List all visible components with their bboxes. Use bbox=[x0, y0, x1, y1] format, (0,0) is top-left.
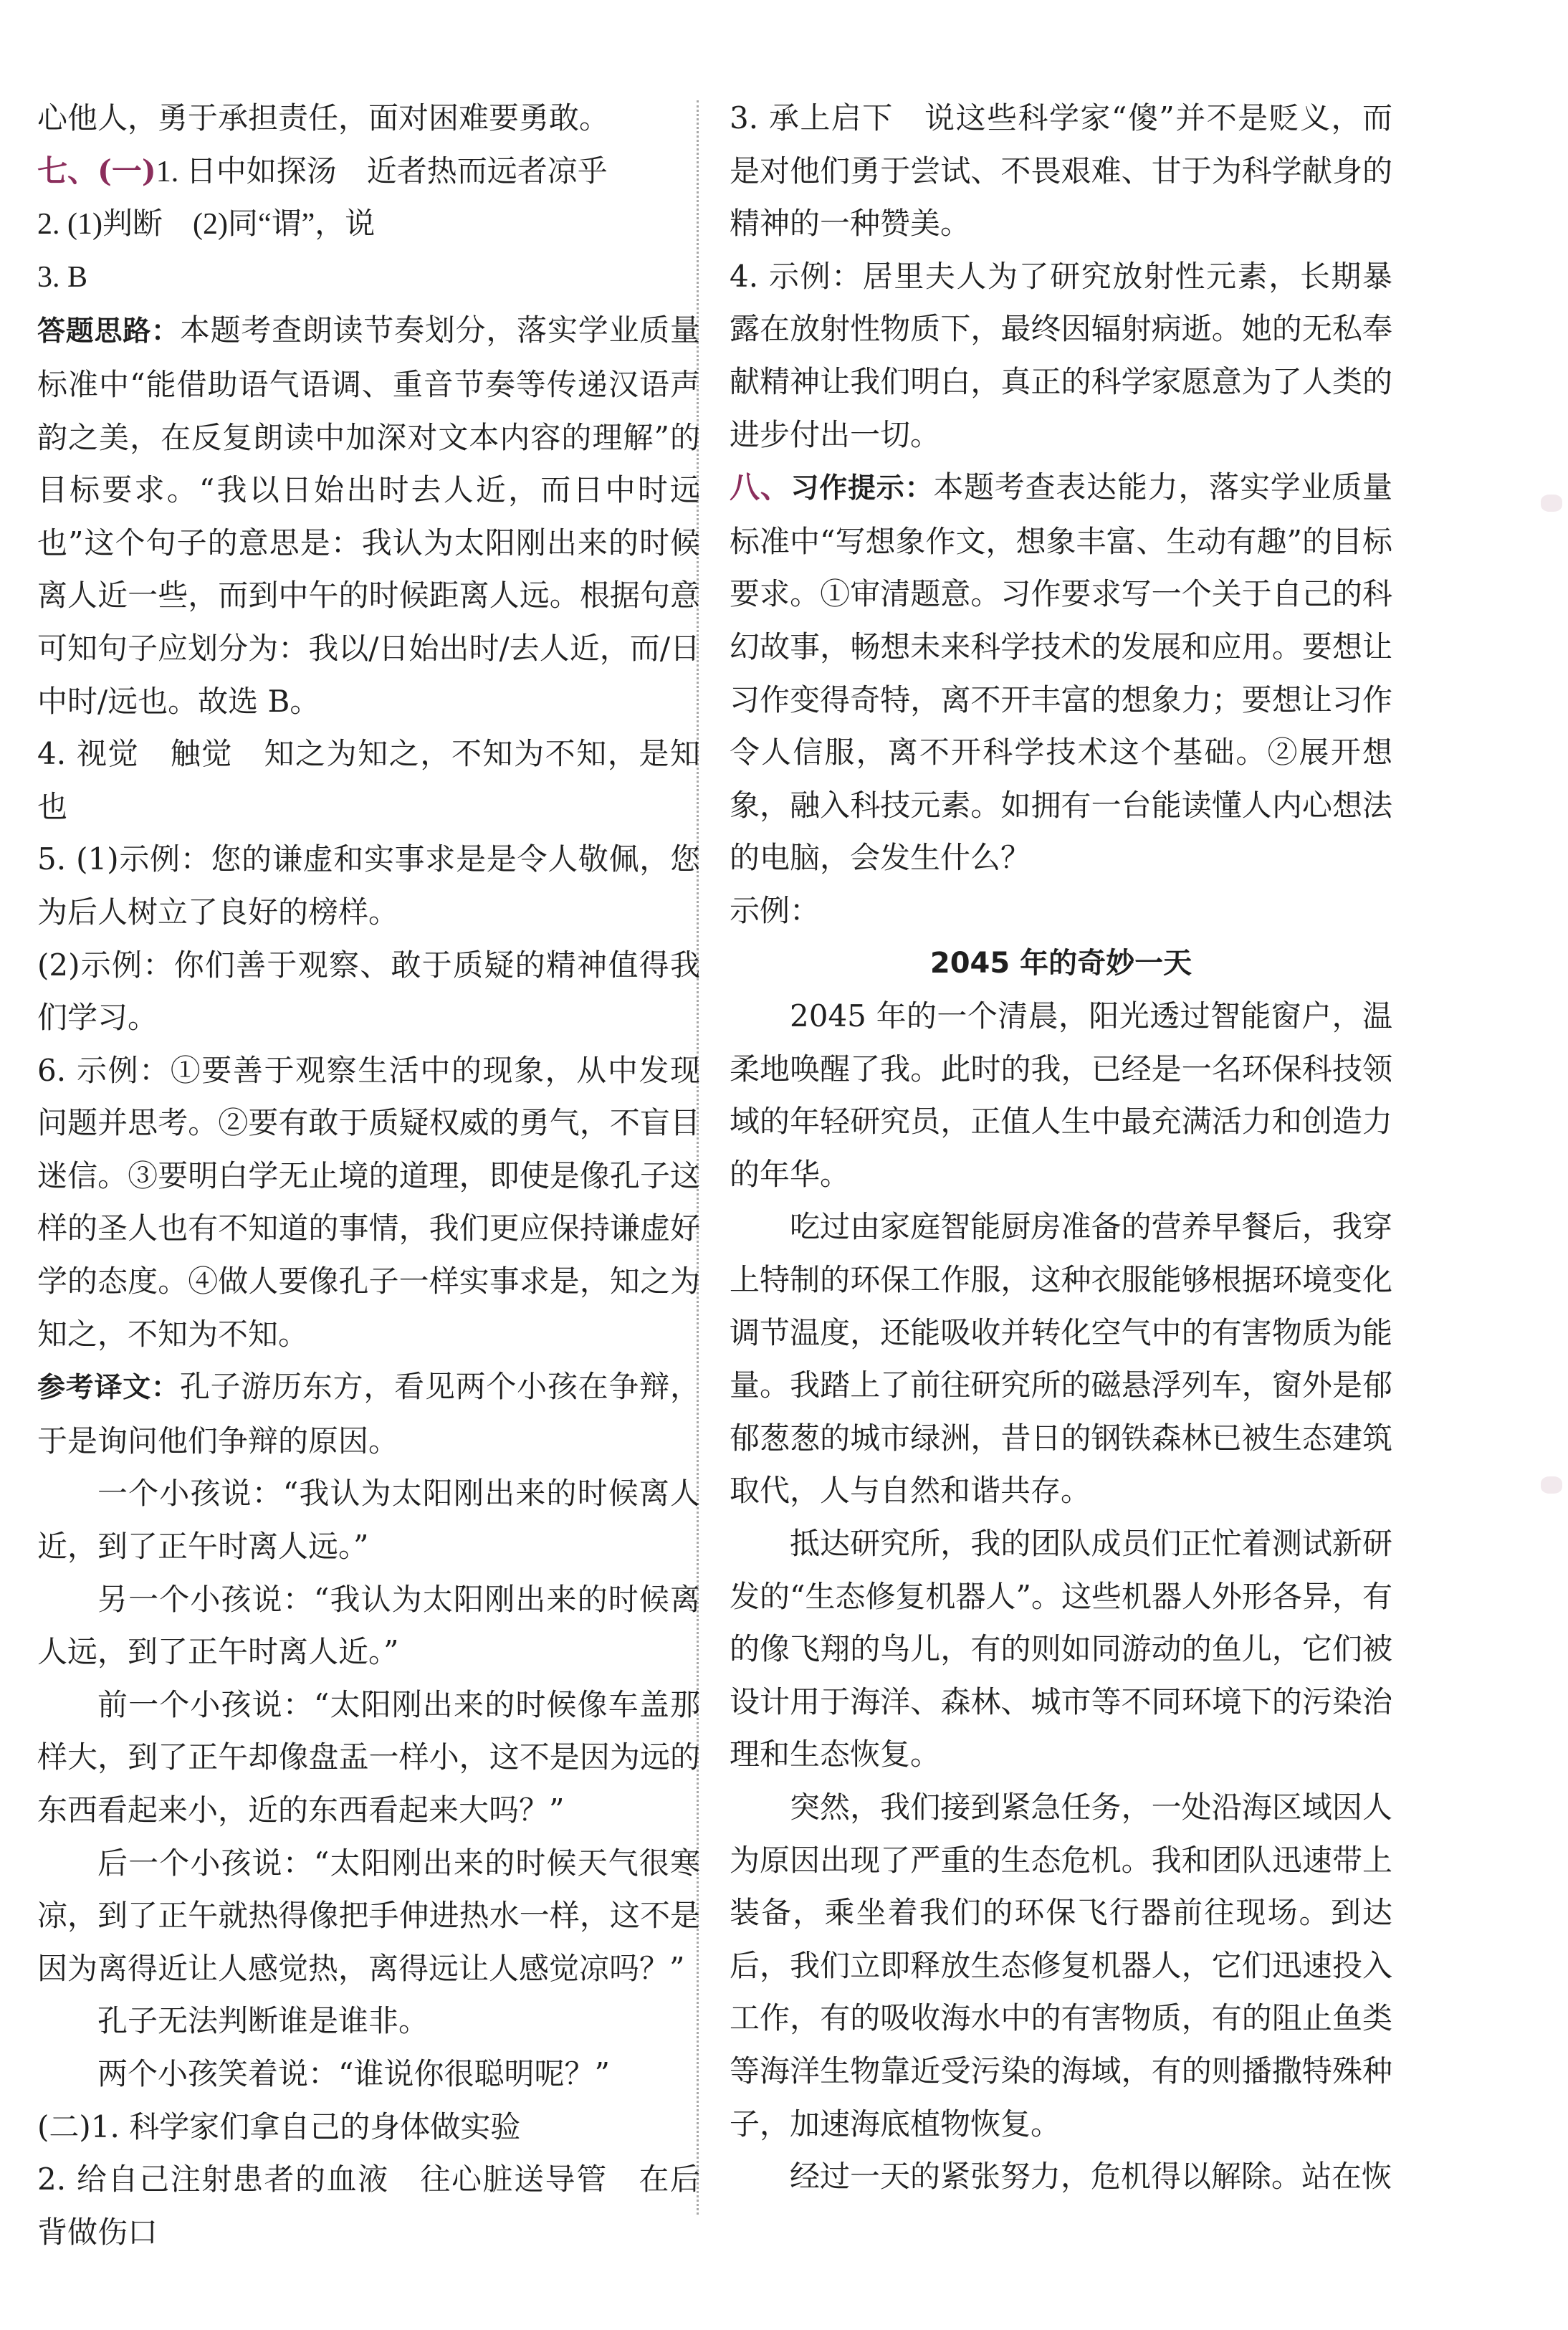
section-heading: 八、 bbox=[730, 469, 791, 505]
essay-paragraph: 2045 年的一个清晨，阳光透过智能窗户，温柔地唤醒了我。此时的我，已经是一名环保科技领域的年轻研究员，正值人生中最充满活力和创造力的年华。 bbox=[730, 998, 1392, 1192]
text-line: 心他人，勇于承担责任，面对困难要勇敢。 bbox=[37, 100, 610, 135]
translation-paragraph: 两个小孩笑着说：“谁说你很聪明呢？” bbox=[97, 2056, 610, 2091]
translation-paragraph: 后一个小孩说：“太阳刚出来的时候天气很寒凉，到了正午就热得像把手伸进热水一样，这不是因为离得近让人感觉热，离得远让人感觉凉吗？” bbox=[37, 1845, 700, 1986]
essay-paragraph: 突然，我们接到紧急任务，一处沿海区域因人为原因出现了严重的生态危机。我和团队迅速带上装备，乘坐着我们的环保飞行器前往现场。到达后，我们立即释放生态修复机器人，它们迅速投入工作，有的吸收海水中的有害物质，有的阻止鱼类等海洋生物靠近受污染的海域，有的则播撒特殊种子，加速海底植物恢复。 bbox=[730, 1790, 1392, 2142]
translation-paragraph: 孔子无法判断谁是谁非。 bbox=[97, 2003, 429, 2039]
answer-3: 3. 承上启下 说这些科学家“傻”并不是贬义，而是对他们勇于尝试、不畏艰难、甘于为科学献身的精神的一种赞美。 bbox=[730, 100, 1392, 242]
translation-paragraph: 另一个小孩说：“我认为太阳刚出来的时候离人远，到了正午时离人近。” bbox=[37, 1581, 700, 1670]
answer-2: 2. (1)判断 (2)同“谓”，说 bbox=[37, 208, 376, 242]
section-heading: 七、(一) bbox=[37, 153, 156, 188]
answer-3: 3. B bbox=[37, 260, 88, 294]
answer-4: 4. 视觉 触觉 知之为知之，不知为不知，是知也 bbox=[37, 736, 700, 824]
section-heading: (二) bbox=[37, 2109, 91, 2144]
writing-tips: 八、习作提示：本题考查表达能力，落实学业质量标准中“写想象作文，想象丰富、生动有趣”的目标要求。①审清题意。习作要求写一个关于自己的科幻故事，畅想未来科学技术的发展和应用。要想让习作变得奇特，离不开丰富的想象力；要想让习作令人信服，离不开科学技术这个基础。②展开想象，融入科技元素。如拥有一台能读懂人内心想法的电脑，会发生什么？ bbox=[730, 469, 1392, 876]
answer-3-explanation: 答题思路：本题考查朗读节奏划分，落实学业质量标准中“能借助语气语调、重音节奏等传递汉语声韵之美，在反复朗读中加深对文本内容的理解”的目标要求。“我以日始出时去人近，而日中时远也”这个句子的意思是：我认为太阳刚出来的时候离人近一些，而到中午的时候距离人远。根据句意可知句子应划分为：我以/日始出时/去人近，而/日中时/远也。故选 B。 bbox=[37, 312, 700, 719]
example-label: 示例： bbox=[730, 892, 821, 928]
translation-intro: 参考译文：孔子游历东方，看见两个小孩在争辩，于是询问他们争辩的原因。 bbox=[37, 1369, 700, 1458]
section-2-q2: 2. 给自己注射患者的血液 往心脏送导管 在后背做伤口 bbox=[37, 2162, 700, 2250]
section-2-q1: (二)1. 科学家们拿自己的身体做实验 bbox=[37, 2109, 521, 2144]
essay-paragraph: 经过一天的紧张努力，危机得以解除。站在恢 bbox=[790, 2159, 1392, 2195]
translation-paragraph: 前一个小孩说：“太阳刚出来的时候像车盖那样大，到了正午却像盘盂一样小，这不是因为远的东西看起来小，近的东西看起来大吗？” bbox=[37, 1686, 700, 1828]
right-column bbox=[730, 92, 1392, 2203]
answer-4: 4. 示例：居里夫人为了研究放射性元素，长期暴露在放射性物质下，最终因辐射病逝。她的无私奉献精神让我们明白，真正的科学家愿意为了人类的进步付出一切。 bbox=[730, 258, 1392, 452]
answer-5-2: (2)示例：你们善于观察、敢于质疑的精神值得我们学习。 bbox=[37, 947, 700, 1036]
essay-paragraph: 抵达研究所，我的团队成员们正忙着测试新研发的“生态修复机器人”。这些机器人外形各异，有的像飞翔的鸟儿，有的则如同游动的鱼儿，它们被设计用于海洋、森林、城市等不同环境下的污染治理和生态恢复。 bbox=[730, 1526, 1392, 1772]
left-column bbox=[37, 92, 700, 2258]
section-7-q1: 七、(一)1. 日中如探汤 近者热而远者凉乎 bbox=[37, 153, 608, 188]
essay-paragraph: 吃过由家庭智能厨房准备的营养早餐后，我穿上特制的环保工作服，这种衣服能够根据环境变化调节温度，还能吸收并转化空气中的有害物质为能量。我踏上了前往研究所的磁悬浮列车，窗外是郁郁葱葱的城市绿洲，昔日的钢铁森林已被生态建筑取代，人与自然和谐共存。 bbox=[730, 1209, 1392, 1509]
label: 习作提示： bbox=[790, 472, 934, 505]
edge-mark bbox=[1541, 1476, 1562, 1494]
answer-5-1: 5. (1)示例：您的谦虚和实事求是是令人敬佩，您为后人树立了良好的榜样。 bbox=[37, 841, 700, 930]
edge-mark bbox=[1541, 495, 1562, 512]
label: 答题思路： bbox=[37, 315, 180, 348]
answer-6: 6. 示例：①要善于观察生活中的现象，从中发现问题并思考。②要有敢于质疑权威的勇气，不盲目迷信。③要明白学无止境的道理，即使是像孔子这样的圣人也有不知道的事情，我们更应保持谦虚好学的态度。④做人要像孔子一样实事求是，知之为知之，不知为不知。 bbox=[37, 1052, 700, 1352]
translation-paragraph: 一个小孩说：“我认为太阳刚出来的时候离人近，到了正午时离人远。” bbox=[37, 1476, 700, 1565]
label: 参考译文： bbox=[37, 1372, 180, 1405]
essay-title: 2045 年的奇妙一天 bbox=[929, 946, 1192, 980]
